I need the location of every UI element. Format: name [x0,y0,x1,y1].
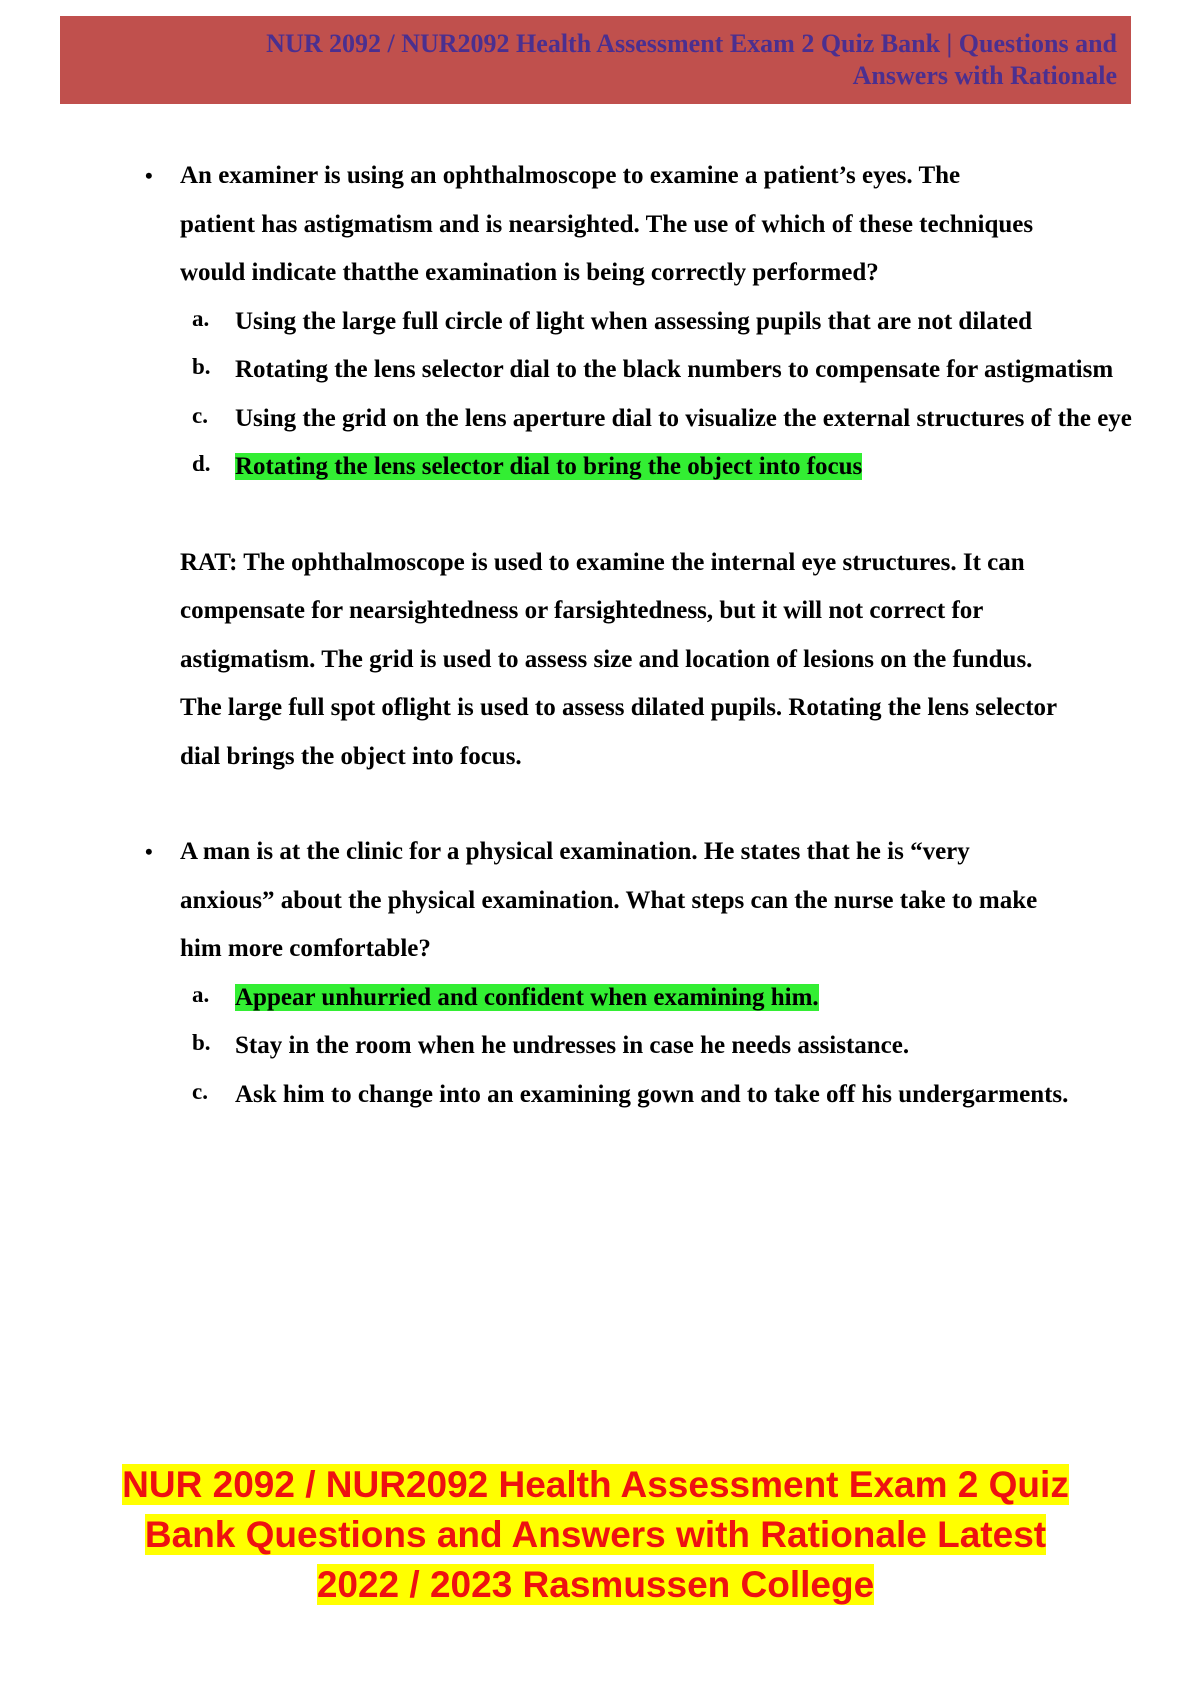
footer-line-1: NUR 2092 / NUR2092 Health Assessment Exam 2 Quiz [122,1464,1069,1505]
answer-option-c [180,395,1140,444]
question-text: An examiner is using an ophthalmoscope to examine a patient’s eyes. The patient has astigmatism and is nearsighted. The use of which of these techniques would indicate thatthe examination is being correctly performed? [180,162,1034,286]
answer-option-b [180,346,1140,395]
answer-option-c [180,1071,1140,1120]
header-banner [60,16,1131,104]
footer-line-2: Bank Questions and Answers with Rationale Latest [144,1514,1047,1555]
bullet-icon: • [145,163,153,188]
bullet-icon: • [145,839,153,864]
option-letter: a. [192,981,210,1007]
question-1 [145,152,1140,298]
option-letter: a. [192,305,210,331]
option-letter: c. [192,1078,208,1104]
footer-promo-title [40,1460,1151,1610]
option-text: Ask him to change into an examining gown and to take off his undergarments. [235,1080,1069,1108]
option-letter: d. [192,451,211,476]
option-text: Rotating the lens selector dial to the black numbers to compensate for astigmatism [235,356,1114,383]
option-letter: c. [192,402,208,428]
answer-option-a [180,298,1140,347]
answer-options [180,298,1140,492]
correct-answer-highlight: Rotating the lens selector dial to bring the object into focus [235,453,863,480]
question-2 [145,828,1140,974]
answer-option-b [180,1022,1140,1071]
question-text: A man is at the clinic for a physical examination. He states that he is “very anxious” about the physical examination. What steps can the nurse take to make him more comfortable? [180,838,1038,962]
option-text: Using the grid on the lens aperture dial to visualize the external structures of the eye [235,404,1132,432]
option-text: Using the large full circle of light when assessing pupils that are not dilated [235,307,1033,335]
answer-option-d [180,443,1140,492]
option-letter: b. [192,1030,211,1055]
rationale-text: RAT: The ophthalmoscope is used to examine the internal eye structures. It can compensate for nearsightedness or farsightedness, but it will not correct for astigmatism. The grid is used to assess size and location of lesions on the fundus. The large full spot oflight is used to assess dilated pupils. Rotating the lens selector dial brings the object into focus. [180,548,1057,770]
option-text: Stay in the room when he undresses in case he needs assistance. [235,1032,910,1059]
correct-answer-highlight: Appear unhurried and confident when examining him. [235,983,819,1011]
document-body [145,152,1140,1119]
answer-options [180,974,1140,1120]
header-title: NUR 2092 / NUR2092 Health Assessment Exam 2 Quiz Bank | Questions and Answers with Rationale [266,29,1117,90]
footer-line-3: 2022 / 2023 Rasmussen College [316,1564,875,1605]
option-letter: b. [192,354,211,379]
answer-option-a [180,974,1140,1023]
